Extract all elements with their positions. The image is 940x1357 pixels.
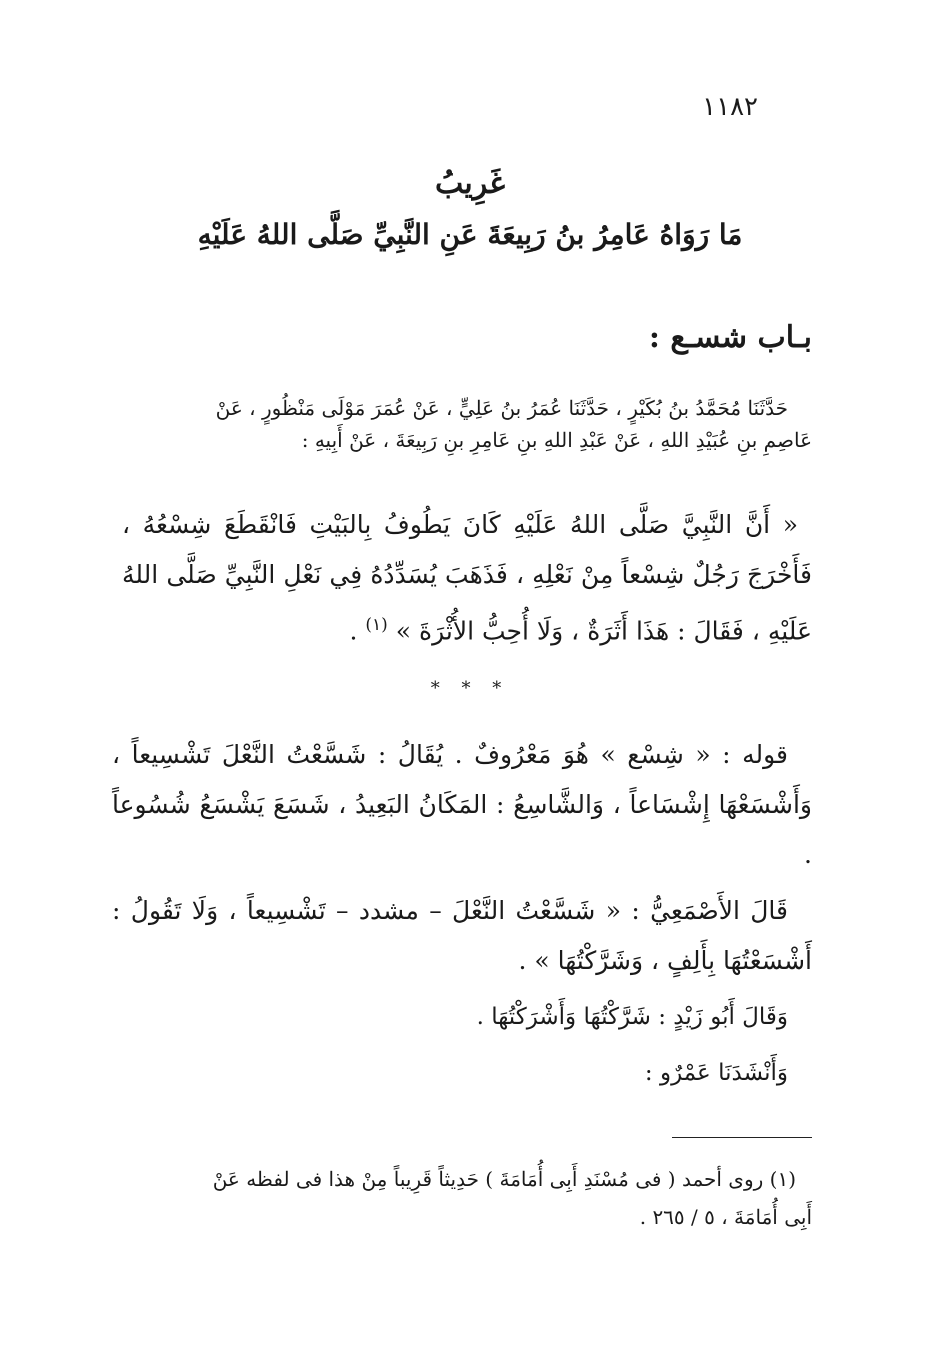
hadith-body: « أَنَّ النَّبِيَّ صَلَّى اللهُ عَلَيْهِ كَانَ يَطُوفُ بِالبَيْتِ فَانْقَطَعَ شِسْعُهُ ، فَأَخْرَجَ رَجُلٌ شِسْعاً مِنْ نَعْلِهِ ، فَذَهَبَ يُسَدِّدُهُ فِي نَعْلِ النَّبِيِّ صَلَّى اللهُ عَلَيْهِ ، فَقَالَ : هَذَا أَثَرَةٌ ، وَلَا أُحِبُّ الأُثْرَةَ » [122,510,812,646]
footnote [112,1160,812,1236]
commentary-paragraph: قوله : « شِسْع » هُوَ مَعْرُوفٌ . يُقَالُ : شَسَّعْتُ النَّعْلَ تَشْسِيعاً ، وَأَشْسَعْهَا إِشْسَاعاً ، وَالشَّاسِعُ : المَكَانُ البَعِيدُ ، شَسَعَ يَشْسَعُ شُسُوعاً . [112,740,812,869]
commentary-paragraph: قَالَ الأَصْمَعِيُّ : « شَسَّعْتُ النَّعْلَ – مشدد – تَشْسِيعاً ، وَلَا تَقُولُ : أَشْسَعْتُهَا بِأَلِفٍ ، وَشَرَّكْتُهَا » . [112,896,812,975]
isnad-chain [112,392,812,456]
isnad-line: حَدَّثَنَا مُحَمَّدُ بنُ بُكَيْرٍ ، حَدَّثَنَا عُمَرُ بنُ عَلِيٍّ ، عَنْ عُمَرَ مَوْلَى مَنْظُورٍ ، عَنْ [215,396,788,420]
commentary-paragraph: وَقَالَ أَبُو زَيْدٍ : شَرَّكْتُهَا وَأَشْرَكْتُهَا . [476,1004,788,1030]
footnote-divider [672,1137,812,1138]
section-heading: بـاب شسـع : [648,320,812,355]
hadith-text [122,500,812,656]
chapter-title-block [0,160,940,262]
commentary [112,730,812,1104]
footnote-line: (١) روى أحمد ( فى مُسْنَدِ أَبِى أُمَامَةَ ) حَدِيثاً قَرِيباً مِنْ هذا فى لفظه عَنْ [212,1167,796,1191]
hadith-paragraph [122,500,812,656]
footnote-reference: (١) [365,615,388,635]
chapter-title: غَرِيبُ [434,166,506,201]
hadith-end: . [349,616,366,646]
page-number: ١١٨٢ [702,92,758,122]
chapter-subtitle: مَا رَوَاهُ عَامِرُ بنُ رَبِيعَةَ عَنِ النَّبِيِّ صَلَّى اللهُ عَلَيْهِ [197,218,743,251]
commentary-paragraph: وَأَنْشَدَنَا عَمْرٌو : [644,1060,788,1086]
section-separator: * * * [430,678,510,699]
footnote-line: أَبِى أُمَامَةَ ، ٥ / ٢٦٥ . [639,1205,812,1229]
isnad-line: عَاصِمِ بنِ عُبَيْدِ اللهِ ، عَنْ عَبْدِ اللهِ بنِ عَامِرِ بنِ رَبِيعَةَ ، عَنْ أَبِيهِ : [301,428,812,452]
